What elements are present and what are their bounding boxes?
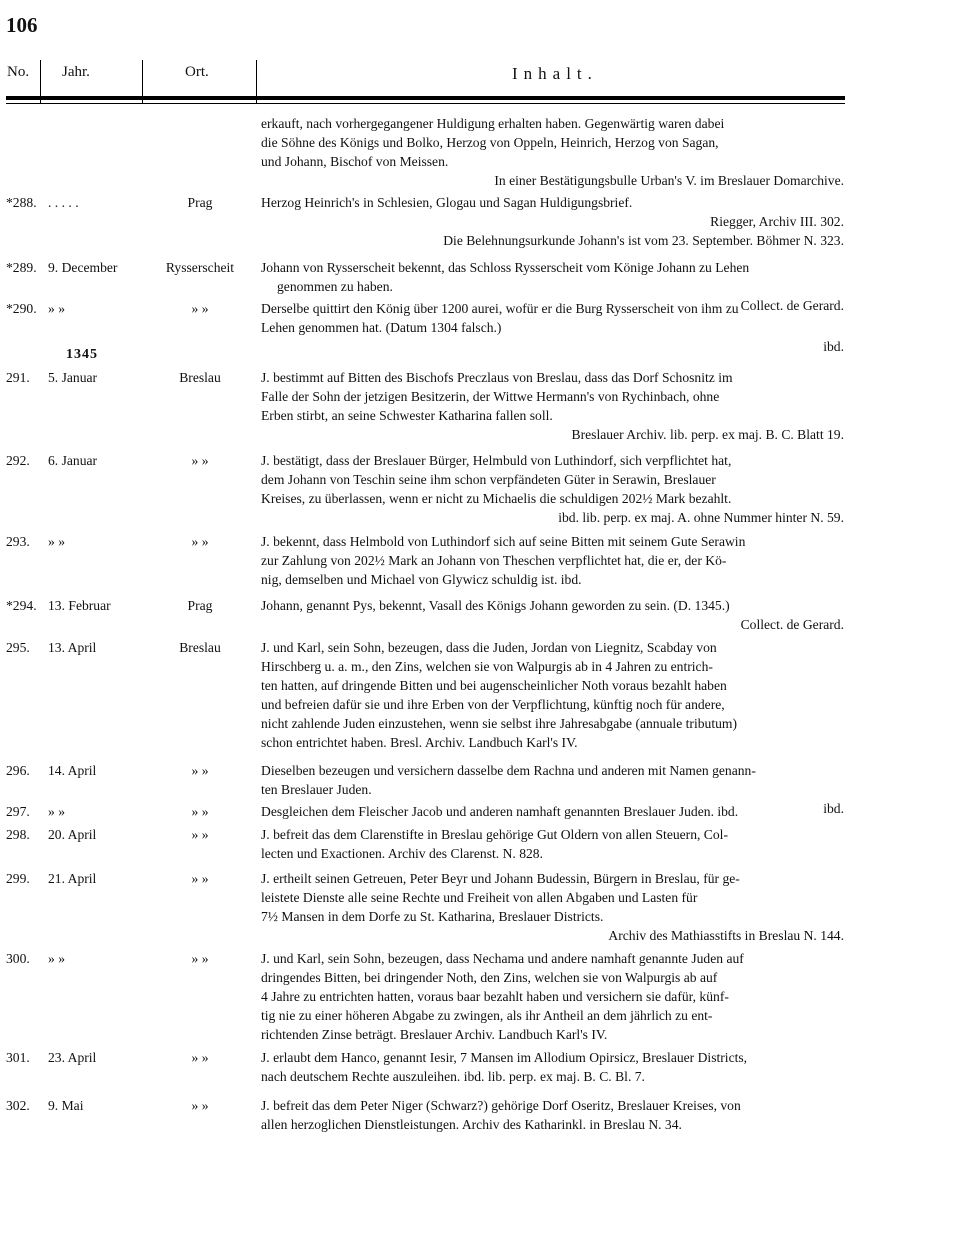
entry-date: » » [48,951,65,966]
entry-date: 9. Mai [48,1098,84,1113]
text-line: Falle der Sohn der jetzigen Besitzerin, der Wittwe Hermann's von Rychinbach, ohne [261,389,720,404]
entry-text [261,1096,844,1134]
text-line: J. und Karl, sein Sohn, bezeugen, dass Nechama und andere namhaft genannte Juden auf [261,951,744,966]
entry-date: 14. April [48,763,97,778]
text-line: Erben stirbt, an seine Schwester Katharina fallen soll. [261,408,553,423]
entry-place: » » [191,763,209,778]
entry-text [261,1048,844,1086]
entry-number: 302. [6,1098,30,1113]
text-line: J. befreit das dem Clarenstifte in Breslau gehörige Gut Oldern von allen Steuern, Col- [261,827,728,842]
entry-date: 6. Januar [48,453,98,468]
entry-text [261,532,844,589]
entry-number: 292. [6,453,30,468]
header-rule-thick [6,96,845,100]
header-rule-thin [6,103,845,104]
entry-text [261,299,844,356]
entry-place: » » [191,1098,209,1113]
text-line: Lehen genommen hat. (Datum 1304 falsch.) [261,320,502,335]
entry-text [261,596,844,634]
text-line: J. bestimmt auf Bitten des Bischofs Preczlaus von Breslau, dass das Dorf Schosnitz im [261,370,733,385]
text-line: J. ertheilt seinen Getreuen, Peter Beyr und Johann Budessin, Bürgern in Breslau, für ge- [261,871,740,886]
header-no: No. [7,64,30,80]
text-line: zur Zahlung von 202½ Mark an Johann von Theschen verpflichtet hat, die er, der Kö- [261,553,727,568]
source-citation: ibd. [823,339,844,354]
source-citation: ibd. [823,801,844,816]
text-line: nig, demselben und Michael von Glywicz schuldig ist. ibd. [261,572,582,587]
source-citation: Archiv des Mathiasstifts in Breslau N. 144. [608,928,844,943]
entry-date: 13. April [48,640,97,655]
text-line: dem Johann von Teschin seine ihm schon verpfändeten Güter in Serawin, Breslauer [261,472,716,487]
text-line: Johann von Rysserscheit bekennt, das Schloss Rysserscheit vom Könige Johann zu Lehen [261,260,750,275]
text-line: tig nie zu einer höheren Abgabe zu zwingen, als ihr Antheil an dem jährlich zu ent- [261,1008,713,1023]
entry-place: Prag [187,598,213,613]
entry-date: 21. April [48,871,97,886]
entry-number: 299. [6,871,30,886]
text-line: Kreises, zu überlassen, wenn er nicht zu Michaelis die schuldigen 202½ Mark bezahlt. [261,491,732,506]
source-citation: Breslauer Archiv. lib. perp. ex maj. B. C. Blatt 19. [571,427,844,442]
text-line: J. bekennt, dass Helmbold von Luthindorf sich auf seine Bitten mit seinem Gute Serawin [261,534,746,549]
page-number: 106 [6,13,38,37]
entry-number: 295. [6,640,30,655]
entry-number: *289. [6,260,37,275]
text-line: 7½ Mansen in dem Dorfe zu St. Katharina, Breslauer Districts. [261,909,604,924]
text-line: Dieselben bezeugen und versichern dasselbe dem Rachna und anderen mit Namen genann- [261,763,756,778]
entry-text [261,949,844,1044]
text-line: nicht zahlende Juden einzustehen, wenn sie selbst ihre Jahresabgabe (annuale tributum) [261,716,737,731]
entry-number: 291. [6,370,30,385]
entry-place: » » [191,951,209,966]
entry-number: 298. [6,827,30,842]
header-jahr: Jahr. [62,64,90,80]
entry-text [261,802,844,821]
entry-date: 9. December [48,260,118,275]
text-line: richtenden Zinse beträgt. Breslauer Archiv. Landbuch Karl's IV. [261,1027,608,1042]
column-divider-2 [142,60,143,104]
text-line: leistete Dienste alle seine Rechte und Freiheit von allen Abgaben und Lasten für [261,890,698,905]
header-inhalt: Inhalt. [512,64,598,83]
entry-date: » » [48,301,65,316]
text-line: die Söhne des Königs und Bolko, Herzog von Oppeln, Heinrich, Herzog von Sagan, [261,135,719,150]
entry-number: 301. [6,1050,30,1065]
entry-place: Rysserscheit [165,260,235,275]
entry-number: *294. [6,598,37,613]
entry-text [261,193,844,250]
entry-text [261,825,844,863]
source-citation: Collect. de Gerard. [740,298,844,313]
year-marker: 1345 [66,347,98,362]
text-line: und befreien dafür sie und ihre Erben von der Verpflichtung, künftig noch für andere, [261,697,725,712]
text-line: ten hatten, auf dringende Bitten und bei augenscheinlicher Noth voraus bezahlt haben [261,678,727,693]
text-line: J. bestätigt, dass der Breslauer Bürger, Helmbuld von Luthindorf, sich verpflichtet hat, [261,453,732,468]
entry-place: » » [191,534,209,549]
text-line: Johann, genannt Pys, bekennt, Vasall des Königs Johann geworden zu sein. (D. 1345.) [261,598,730,613]
entry-date: 23. April [48,1050,97,1065]
entry-place: » » [191,871,209,886]
entry-place: Breslau [179,640,221,655]
source-citation: Riegger, Archiv III. 302. [710,214,844,229]
text-line: und Johann, Bischof von Meissen. [261,154,449,169]
text-line: ten Breslauer Juden. [261,782,372,797]
entry-place: Breslau [179,370,221,385]
entry-place: » » [191,827,209,842]
entry-number: 296. [6,763,30,778]
entry-place: Prag [187,195,213,210]
text-line: lecten und Exactionen. Archiv des Clarenst. N. 828. [261,846,543,861]
source-citation: In einer Bestätigungsbulle Urban's V. im Breslauer Domarchive. [494,173,844,188]
entry-date: 13. Februar [48,598,111,613]
entry-text [261,368,844,444]
column-divider-1 [40,60,41,104]
text-line: nach deutschem Rechte auszuleihen. ibd. lib. perp. ex maj. B. C. Bl. 7. [261,1069,645,1084]
text-line: J. befreit das dem Peter Niger (Schwarz?) gehörige Dorf Oseritz, Breslauer Kreises, von [261,1098,741,1113]
entry-place: » » [191,453,209,468]
column-divider-3 [256,60,257,104]
entry-place: » » [191,804,209,819]
entry-date: 5. Januar [48,370,98,385]
entry-number: 300. [6,951,30,966]
text-line: erkauft, nach vorhergegangener Huldigung erhalten haben. Gegenwärtig waren dabei [261,116,725,131]
entry-number: *290. [6,301,37,316]
text-line: Hirschberg u. a. m., den Zins, welchen sie von Walpurgis ab in 4 Jahren zu entrich- [261,659,713,674]
entry-place: » » [191,1050,209,1065]
source-citation: ibd. lib. perp. ex maj. A. ohne Nummer hinter N. 59. [558,510,844,525]
text-line: Desgleichen dem Fleischer Jacob und anderen namhaft genannten Breslauer Juden. ibd. [261,804,739,819]
entry-date: . . . . . [48,195,79,210]
entry-date: 20. April [48,827,97,842]
text-line: J. erlaubt dem Hanco, genannt Iesir, 7 Mansen im Allodium Opirsicz, Breslauer Districts, [261,1050,748,1065]
text-line: Herzog Heinrich's in Schlesien, Glogau und Sagan Huldigungsbrief. [261,195,633,210]
entry-text [261,451,844,527]
entry-text [261,638,844,752]
text-line: allen herzoglichen Dienstleistungen. Archiv des Katharinkl. in Breslau N. 34. [261,1117,682,1132]
entry-number: 297. [6,804,30,819]
continuation-text [261,114,844,190]
text-line: J. und Karl, sein Sohn, bezeugen, dass die Juden, Jordan von Liegnitz, Scabday von [261,640,717,655]
text-line: Derselbe quittirt den König über 1200 aurei, wofür er die Burg Rysserscheit von ihm zu [261,301,739,316]
entry-place: » » [191,301,209,316]
entry-date: » » [48,804,65,819]
entry-number: *288. [6,195,37,210]
entry-date: » » [48,534,65,549]
entry-text [261,869,844,945]
text-line: dringendes Bitten, bei dringender Noth, den Zins, welchen sie von Walpurgis ab auf [261,970,718,985]
header-ort: Ort. [185,64,209,80]
source-citation: Collect. de Gerard. [740,617,844,632]
entry-number: 293. [6,534,30,549]
text-line: genommen zu haben. [277,279,393,294]
source-citation: Die Belehnungsurkunde Johann's ist vom 23. September. Böhmer N. 323. [443,233,844,248]
text-line: 4 Jahre zu entrichten hatten, voraus baar bezahlt haben und versichern sie dafür, künf- [261,989,729,1004]
text-line: schon entrichtet haben. Bresl. Archiv. Landbuch Karl's IV. [261,735,578,750]
